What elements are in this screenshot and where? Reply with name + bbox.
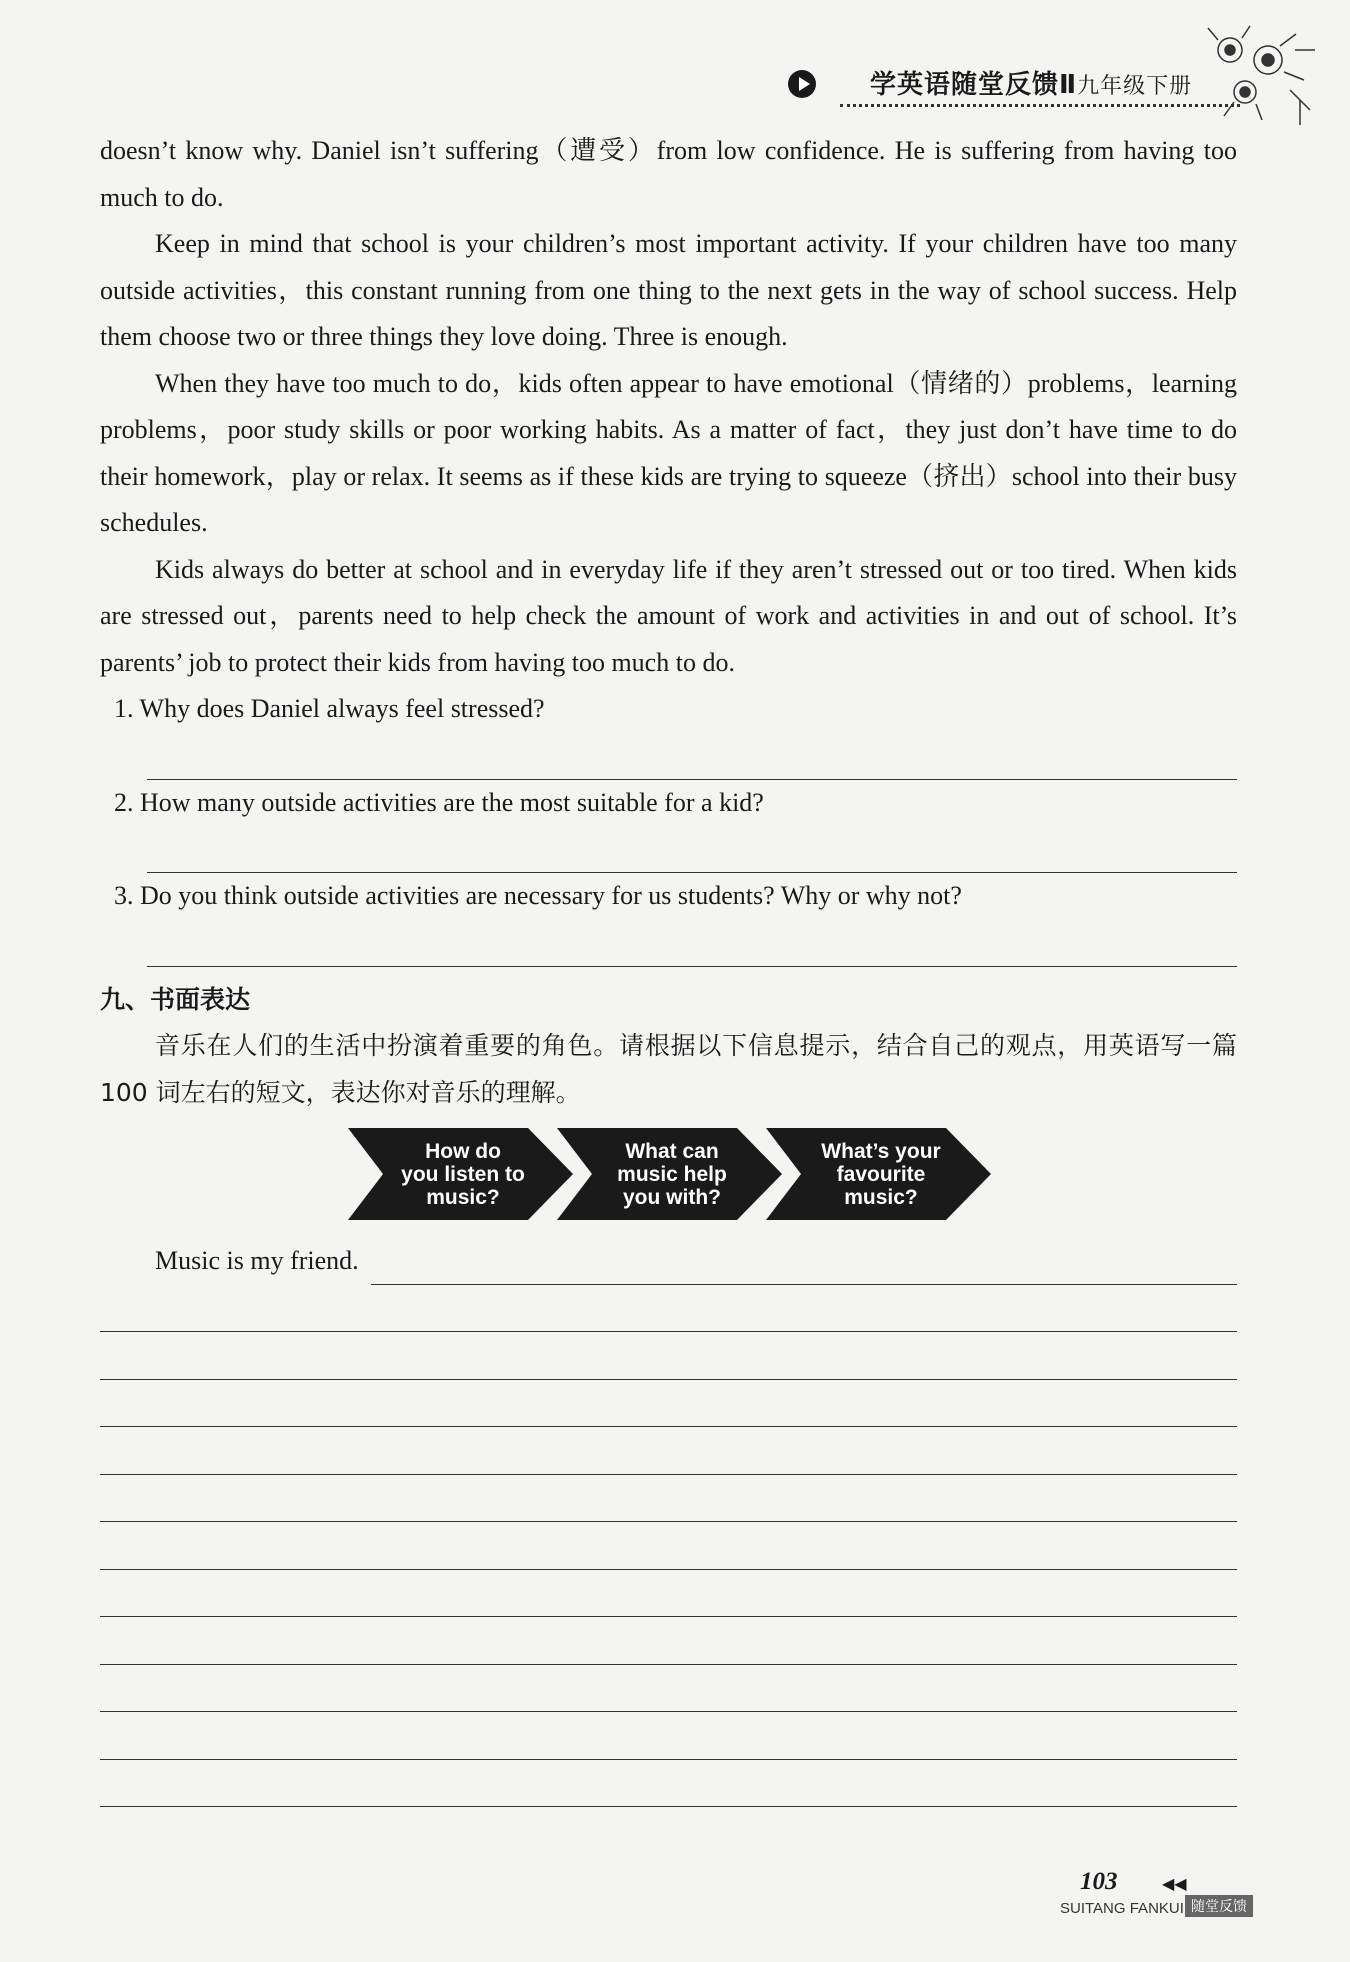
- double-arrow-left-icon: ◀◀: [1162, 1876, 1187, 1893]
- header-dotted-rule: [840, 104, 1240, 107]
- prompt-arrows: [100, 1128, 1237, 1238]
- essay-line[interactable]: [100, 1522, 1237, 1570]
- passage-paragraph: Kids always do better at school and in everyday life if they aren’t stressed out or too tired. When kids are stressed out，parents need to help check the amount of work and activities in and out of school. It’s parents’ job to protect their kids from having too much to do.: [100, 554, 1237, 677]
- page-header: [780, 60, 1250, 120]
- passage-paragraph: doesn’t know why. Daniel isn’t suffering（遭受）from low confidence. He is suffering from having too much to do.: [100, 136, 1237, 212]
- prompt-arrow-2: [557, 1128, 782, 1220]
- prompt-text-3: What’s your favourite music?: [821, 1140, 941, 1209]
- footer-badge: 随堂反馈: [1185, 1895, 1253, 1917]
- question-2: 2. How many outside activities are the most suitable for a kid?: [114, 787, 764, 817]
- essay-line[interactable]: [100, 1427, 1237, 1475]
- book-title: 学英语随堂反馈Ⅱ九年级下册: [870, 70, 1193, 100]
- answer-line-2[interactable]: [147, 826, 1237, 873]
- essay-line[interactable]: [100, 1332, 1237, 1380]
- essay-starter-text: Music is my friend.: [155, 1246, 359, 1275]
- prompt-arrow-3: [766, 1128, 991, 1220]
- prompt-text-1: How do you listen to music?: [401, 1140, 525, 1209]
- essay-starter: [100, 1238, 1237, 1285]
- essay-line[interactable]: [100, 1285, 1237, 1333]
- passage-paragraph: Keep in mind that school is your children’s most important activity. If your children have too many outside activities，this constant running from one thing to the next gets in the way of school success. Help them choose two or three things they love doing. Three is enough.: [100, 229, 1237, 351]
- essay-line[interactable]: [100, 1617, 1237, 1665]
- page-content: [100, 128, 1237, 1807]
- essay-line[interactable]: [100, 1570, 1237, 1618]
- essay-line[interactable]: [100, 1665, 1237, 1713]
- section-heading: 九、书面表达: [100, 984, 251, 1014]
- flower-decoration-icon: [1200, 20, 1320, 130]
- essay-line[interactable]: [100, 1380, 1237, 1428]
- page-number: 103: [1080, 1868, 1118, 1895]
- question-1: 1. Why does Daniel always feel stressed?: [114, 694, 545, 723]
- prompt-arrow-1: [348, 1128, 573, 1220]
- writing-instruction: 音乐在人们的生活中扮演着重要的角色。请根据以下信息提示，结合自己的观点，用英语写一篇 100 词左右的短文，表达你对音乐的理解。: [100, 1031, 1237, 1107]
- play-icon: [788, 70, 816, 98]
- answer-line-1[interactable]: [147, 733, 1237, 780]
- book-subtitle: 九年级下册: [1077, 74, 1193, 99]
- answer-line-3[interactable]: [147, 920, 1237, 967]
- essay-line[interactable]: [100, 1475, 1237, 1523]
- essay-line[interactable]: [100, 1712, 1237, 1760]
- essay-first-line[interactable]: [371, 1252, 1237, 1285]
- footer-label: SUITANG FANKUI: [1060, 1900, 1184, 1917]
- essay-line[interactable]: [100, 1760, 1237, 1808]
- prompt-text-2: What can music help you with?: [617, 1140, 727, 1209]
- question-3: 3. Do you think outside activities are necessary for us students? Why or why not?: [114, 881, 962, 910]
- passage-paragraph: When they have too much to do，kids often appear to have emotional（情绪的）problems，learning problems，poor study skills or poor working habits. As a matter of fact，they just don’t have time to do their homework，play or relax. It seems as if these kids are trying to squeeze（挤出）school into their busy schedules.: [100, 368, 1237, 537]
